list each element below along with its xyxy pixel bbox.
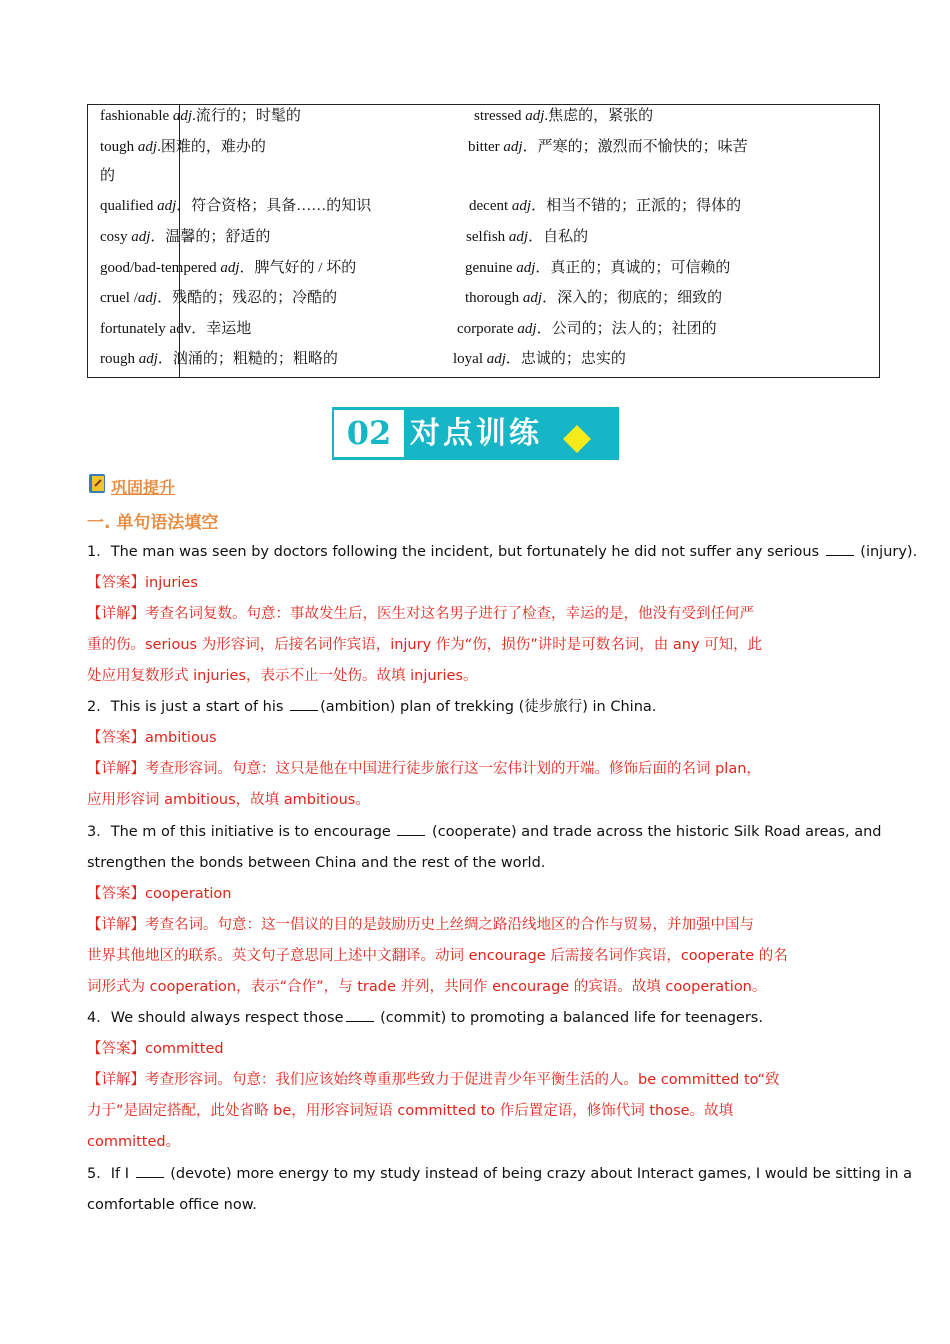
detail-line: 重的伤。serious 为形容词，后接名词作宾语，injury 作为“伤，损伤”讲时是可数名词，由 any 可知，此: [87, 637, 763, 653]
question-5: 5．If I (devote) more energy to my study instead of being crazy about Interact games, I would be sitting in a: [87, 1166, 912, 1182]
detail-line: 世界其他地区的联系。英文句子意思同上述中文翻译。动词 encourage 后需接名词作宾语，cooperate 的名: [87, 948, 788, 964]
question-1: 1．The man was seen by doctors following the incident, but fortunately he did not suffer any serious (injury).: [87, 544, 918, 560]
vocab-right: corporate adj．公司的；法人的；社团的: [457, 321, 717, 337]
question-4: 4．We should always respect those (commit) to promoting a balanced life for teenagers.: [87, 1010, 763, 1026]
answer-blank[interactable]: [346, 1020, 374, 1022]
vocab-right: selfish adj．自私的: [466, 229, 589, 245]
vocab-right: bitter adj．严寒的；激烈而不愉快的；味苦: [468, 139, 748, 155]
answer-4: 【答案】committed: [87, 1041, 224, 1057]
question-5-cont: comfortable office now.: [87, 1197, 257, 1213]
detail-line: committed。: [87, 1134, 181, 1150]
vocab-left: cruel /adj．残酷的；残忍的；冷酷的: [100, 290, 338, 306]
answer-3: 【答案】cooperation: [87, 886, 232, 902]
vocab-left: fashionable adj.流行的；时髦的: [100, 108, 301, 124]
vocab-right: loyal adj．忠诚的；忠实的: [453, 351, 626, 367]
section-title: 一. 单句语法填空: [87, 513, 219, 533]
vocab-right: decent adj．相当不错的；正派的；得体的: [469, 198, 742, 214]
answer-blank[interactable]: [397, 834, 425, 836]
notebook-icon: [87, 472, 109, 496]
detail-line: 【详解】考查形容词。句意：这只是他在中国进行徒步旅行这一宏伟计划的开端。修饰后面的名词 plan，: [87, 761, 761, 777]
subheading-label: 巩固提升: [111, 478, 176, 497]
vocab-left: qualified adj．符合资格；具备……的知识: [100, 198, 372, 214]
answer-blank[interactable]: [290, 709, 318, 711]
question-2: 2．This is just a start of his (ambition) plan of trekking (徒步旅行) in China.: [87, 699, 657, 715]
banner-title: 对点训练: [410, 416, 542, 451]
banner-number: 02: [334, 410, 404, 457]
diamond-icon: [562, 424, 592, 454]
vocab-left: tough adj.困难的，难办的: [100, 139, 266, 155]
vocab-left: cosy adj．温馨的；舒适的: [100, 229, 271, 245]
detail-line: 力于”是固定搭配，此处省略 be，用形容词短语 committed to 作后置定语，修饰代词 those。故填: [87, 1103, 734, 1119]
vocab-right: genuine adj．真正的；真诚的；可信赖的: [465, 260, 731, 276]
vocab-right: stressed adj.焦虑的，紧张的: [474, 108, 654, 124]
question-3-cont: strengthen the bonds between China and the rest of the world.: [87, 855, 546, 871]
answer-blank[interactable]: [826, 554, 854, 556]
answer-2: 【答案】ambitious: [87, 730, 217, 746]
vocab-left: rough adj．汹涌的；粗糙的；粗略的: [100, 351, 338, 367]
answer-1: 【答案】injuries: [87, 575, 198, 591]
vocab-right: thorough adj．深入的；彻底的；细致的: [465, 290, 723, 306]
answer-blank[interactable]: [136, 1176, 164, 1178]
detail-line: 【详解】考查名词复数。句意：事故发生后，医生对这名男子进行了检查，幸运的是，他没有受到任何严: [87, 606, 754, 622]
question-3: 3．The m of this initiative is to encourage (cooperate) and trade across the historic Silk Road areas, and: [87, 824, 882, 840]
detail-line: 词形式为 cooperation，表示“合作”，与 trade 并列，共同作 encourage 的宾语。故填 cooperation。: [87, 979, 767, 995]
detail-line: 处应用复数形式 injuries，表示不止一处伤。故填 injuries。: [87, 668, 478, 684]
vocab-left: good/bad-tempered adj．脾气好的 / 坏的: [100, 260, 357, 276]
vocab-left: fortunately adv．幸运地: [100, 321, 252, 337]
detail-line: 【详解】考查形容词。句意：我们应该始终尊重那些致力于促进青少年平衡生活的人。be committed to“致: [87, 1072, 780, 1088]
detail-line: 应用形容词 ambitious，故填 ambitious。: [87, 792, 370, 808]
detail-line: 【详解】考查名词。句意：这一倡议的目的是鼓励历史上丝绸之路沿线地区的合作与贸易，并加强中国与: [87, 917, 754, 933]
vocab-wrap: 的: [100, 168, 116, 184]
